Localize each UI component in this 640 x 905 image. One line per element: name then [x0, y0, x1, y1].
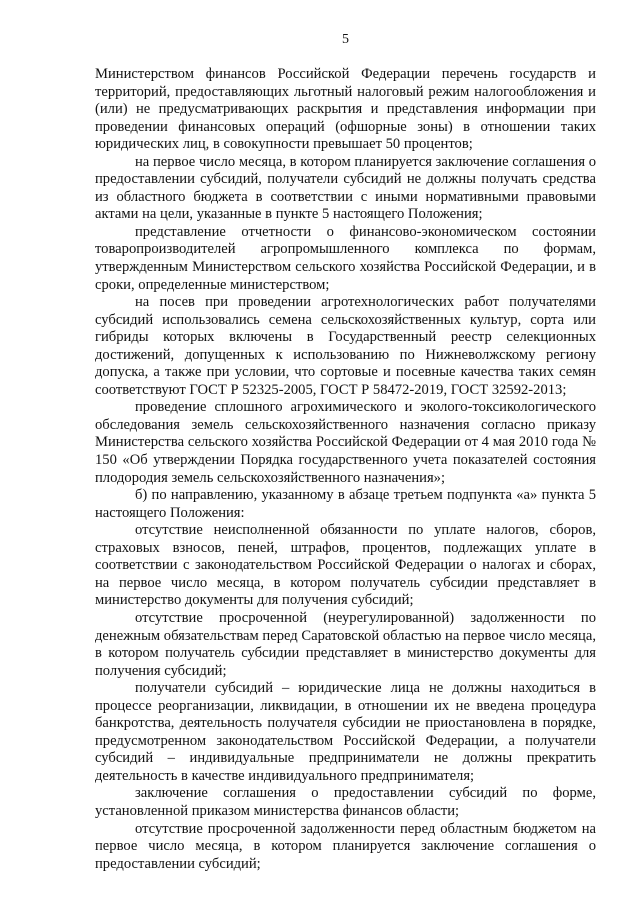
paragraph-4: на посев при проведении агротехнологических работ получателями субсидий использовались семена сельскохозяйственных культур, сорта или гибриды которых включены в Государственный реестр селекционных достижений, допущенных к использованию по Нижневолжскому региону допуска, а также при условии, что сортовые и посевные качества таких семян соответствуют ГОСТ Р 52325-2005, ГОСТ Р 58472-2019, ГОСТ 32592-2013;	[95, 294, 596, 398]
paragraph-9: получатели субсидий – юридические лица не должны находиться в процессе реорганизации, ликвидации, в отношении их не введена процедура банкротства, деятельность получателя субсидии не приостановлена в порядке, предусмотренном законодательством Российской Федерации, а получатели субсидий – индивидуальные предприниматели не должны прекратить деятельность в качестве индивидуального предпринимателя;	[95, 680, 596, 784]
paragraph-6: б) по направлению, указанному в абзаце третьем подпункта «а» пункта 5 настоящего Положения:	[95, 487, 596, 521]
page-number: 5	[342, 32, 349, 47]
paragraph-7: отсутствие неисполненной обязанности по уплате налогов, сборов, страховых взносов, пеней, штрафов, процентов, подлежащих уплате в соответствии с законодательством Российской Федерации о налогах и сборах, на первое число месяца, в котором получатель субсидии представляет в министерство документы для получения субсидий;	[95, 522, 596, 609]
paragraph-8: отсутствие просроченной (неурегулированной) задолженности по денежным обязательствам перед Саратовской областью на первое число месяца, в котором получатель субсидии представляет в министерство документы для получения субсидий;	[95, 609, 596, 679]
paragraph-5: проведение сплошного агрохимического и эколого-токсикологического обследования земель сельскохозяйственного назначения согласно приказу Министерства сельского хозяйства Российской Федерации от 4 мая 2010 года № 150 «Об утверждении Порядка государственного учета показателей состояния плодородия земель сельскохозяйственного назначения»;	[95, 399, 596, 486]
paragraph-1: Министерством финансов Российской Федерации перечень государств и территорий, предоставляющих льготный налоговый режим налогообложения и (или) не предусматривающих раскрытия и представления информации при проведении финансовых операций (офшорные зоны) в отношении таких юридических лиц, в совокупности превышает 50 процентов;	[95, 66, 596, 153]
paragraph-3: представление отчетности о финансово-экономическом состоянии товаропроизводителей агропромышленного комплекса по формам, утвержденным Министерством сельского хозяйства Российской Федерации, и в сроки, определенные министерством;	[95, 223, 596, 293]
document-body	[95, 66, 596, 873]
paragraph-2: на первое число месяца, в котором планируется заключение соглашения о предоставлении субсидий, получатели субсидий не должны получать средства из областного бюджета в соответствии с иными нормативными правовыми актами на цели, указанные в пункте 5 настоящего Положения;	[95, 153, 596, 223]
paragraph-11: отсутствие просроченной задолженности перед областным бюджетом на первое число месяца, в котором планируется заключение соглашения о предоставлении субсидий;	[95, 820, 596, 872]
paragraph-10: заключение соглашения о предоставлении субсидий по форме, установленной приказом министерства финансов области;	[95, 785, 596, 819]
